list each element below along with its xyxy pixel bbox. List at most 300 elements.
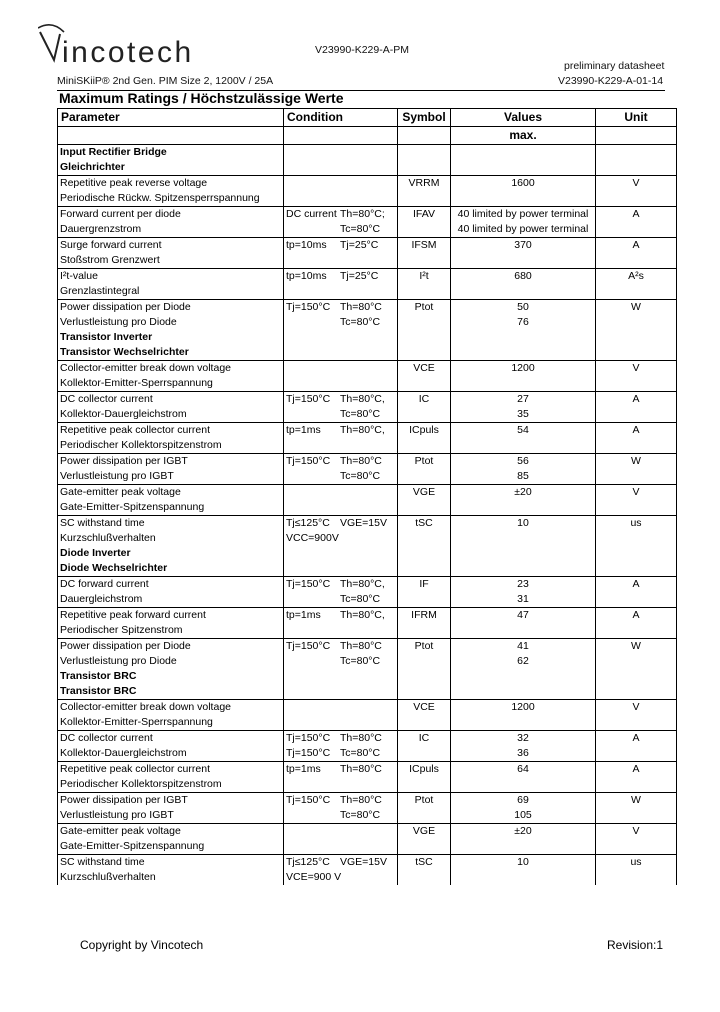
parameter-cell: Kurzschlußverhalten <box>58 870 284 885</box>
value-cell: 40 limited by power terminal <box>451 222 596 238</box>
unit-cell: A <box>596 391 677 407</box>
symbol-cell: VGE <box>398 484 451 500</box>
symbol-cell <box>398 777 451 793</box>
value-cell: 105 <box>451 808 596 824</box>
condition-cell <box>284 870 398 885</box>
unit-cell: V <box>596 823 677 839</box>
symbol-cell <box>398 870 451 885</box>
value-cell: ±20 <box>451 823 596 839</box>
value-cell: 10 <box>451 515 596 531</box>
parameter-cell: Repetitive peak forward current <box>58 607 284 623</box>
parameter-cell: Forward current per diode <box>58 206 284 222</box>
value-cell <box>451 191 596 207</box>
condition-cell <box>284 699 398 715</box>
value-cell: 40 limited by power terminal <box>451 206 596 222</box>
symbol-cell <box>398 376 451 392</box>
value-cell: 23 <box>451 576 596 592</box>
parameter-cell: Surge forward current <box>58 237 284 253</box>
unit-cell: W <box>596 453 677 469</box>
value-cell: 69 <box>451 792 596 808</box>
unit-cell <box>596 777 677 793</box>
condition-cell <box>284 237 398 253</box>
value-cell: 1600 <box>451 175 596 191</box>
condition-cell <box>284 422 398 438</box>
condition-b: Tc=80°C <box>340 469 381 482</box>
condition-cell <box>284 253 398 269</box>
unit-cell: us <box>596 515 677 531</box>
symbol-cell <box>398 469 451 485</box>
symbol-cell: IC <box>398 730 451 746</box>
section-subheading: Transistor BRC <box>58 684 284 700</box>
symbol-cell: VCE <box>398 360 451 376</box>
value-cell: 370 <box>451 237 596 253</box>
condition-cell <box>284 268 398 284</box>
table-row <box>58 422 677 438</box>
symbol-cell <box>398 654 451 669</box>
condition-cell <box>284 376 398 392</box>
condition-cell <box>284 808 398 824</box>
table-row <box>58 808 677 824</box>
unit-cell <box>596 531 677 546</box>
parameter-cell: Gate-emitter peak voltage <box>58 484 284 500</box>
section-subheading-row <box>58 160 677 176</box>
table-row <box>58 623 677 639</box>
unit-cell <box>596 222 677 238</box>
section-heading: Input Rectifier Bridge <box>58 145 284 160</box>
unit-cell <box>596 715 677 731</box>
unit-cell: A <box>596 422 677 438</box>
table-row <box>58 407 677 423</box>
condition-cell <box>284 854 398 870</box>
symbol-cell <box>398 808 451 824</box>
unit-cell: W <box>596 638 677 654</box>
table-row <box>58 191 677 207</box>
unit-cell <box>596 191 677 207</box>
value-cell: 41 <box>451 638 596 654</box>
condition-b: Tc=80°C <box>340 315 381 328</box>
doc-code: V23990-K229-A-PM <box>315 44 409 56</box>
condition-cell <box>284 469 398 485</box>
parameter-cell: Verlustleistung pro Diode <box>58 315 284 330</box>
section-subheading-row <box>58 684 677 700</box>
parameter-cell: Gate-Emitter-Spitzenspannung <box>58 839 284 855</box>
doc-status: preliminary datasheet <box>564 60 665 72</box>
value-cell: 54 <box>451 422 596 438</box>
symbol-cell: ICpuls <box>398 761 451 777</box>
symbol-cell <box>398 746 451 762</box>
value-cell: 50 <box>451 299 596 315</box>
condition-a: tp=1ms <box>286 608 321 621</box>
symbol-cell <box>398 839 451 855</box>
condition-cell <box>284 284 398 300</box>
symbol-cell <box>398 715 451 731</box>
parameter-cell: Kollektor-Emitter-Sperrspannung <box>58 376 284 392</box>
parameter-cell: SC withstand time <box>58 854 284 870</box>
value-cell <box>451 500 596 516</box>
condition-b: Th=80°C <box>340 454 382 467</box>
value-cell <box>451 870 596 885</box>
symbol-cell: VRRM <box>398 175 451 191</box>
section-subheading-row <box>58 345 677 361</box>
symbol-cell <box>398 315 451 330</box>
unit-cell: V <box>596 484 677 500</box>
symbol-cell <box>398 438 451 454</box>
symbol-cell: Ptot <box>398 453 451 469</box>
table-row <box>58 484 677 500</box>
symbol-cell: IC <box>398 391 451 407</box>
footer-revision: Revision:1 <box>607 938 664 952</box>
condition-cell <box>284 391 398 407</box>
table-row <box>58 823 677 839</box>
table-row <box>58 500 677 516</box>
condition-a: Tj≤125°C <box>286 516 330 529</box>
condition-b: Tc=80°C <box>340 222 381 235</box>
table-row <box>58 438 677 454</box>
symbol-cell <box>398 623 451 639</box>
condition-cell <box>284 453 398 469</box>
parameter-cell: Repetitive peak collector current <box>58 422 284 438</box>
value-cell <box>451 777 596 793</box>
value-cell: 35 <box>451 407 596 423</box>
condition-cell <box>284 715 398 731</box>
condition-cell <box>284 623 398 639</box>
section-heading-row <box>58 546 677 561</box>
symbol-cell: Ptot <box>398 792 451 808</box>
table-row <box>58 268 677 284</box>
parameter-cell: Verlustleistung pro Diode <box>58 654 284 669</box>
section-heading: Diode Inverter <box>58 546 284 561</box>
table-row <box>58 253 677 269</box>
table-row <box>58 531 677 546</box>
table-row <box>58 391 677 407</box>
section-heading: Transistor Inverter <box>58 330 284 345</box>
condition-b: Th=80°C <box>340 300 382 313</box>
condition-cell <box>284 407 398 423</box>
symbol-cell: tSC <box>398 515 451 531</box>
parameter-cell: Periodische Rückw. Spitzensperrspannung <box>58 191 284 207</box>
unit-cell: A <box>596 206 677 222</box>
parameter-cell: Kollektor-Dauergleichstrom <box>58 746 284 762</box>
value-cell: 62 <box>451 654 596 669</box>
parameter-cell: Power dissipation per IGBT <box>58 453 284 469</box>
section-heading-row <box>58 330 677 345</box>
condition-cell <box>284 654 398 669</box>
doc-rev-code: V23990-K229-A-01-14 <box>558 75 664 87</box>
unit-cell: W <box>596 299 677 315</box>
unit-cell <box>596 870 677 885</box>
table-row <box>58 515 677 531</box>
table-row <box>58 699 677 715</box>
symbol-cell: tSC <box>398 854 451 870</box>
section-subheading: Gleichrichter <box>58 160 284 176</box>
unit-cell: A <box>596 237 677 253</box>
unit-cell <box>596 808 677 824</box>
parameter-cell: Verlustleistung pro IGBT <box>58 808 284 824</box>
condition-a: VCC=900V <box>286 531 339 544</box>
parameter-cell: Dauergleichstrom <box>58 592 284 608</box>
condition-a: Tj=150°C <box>286 731 331 744</box>
table-row <box>58 206 677 222</box>
parameter-cell: Stoßstrom Grenzwert <box>58 253 284 269</box>
unit-cell: A <box>596 730 677 746</box>
table-row <box>58 870 677 885</box>
condition-b: Th=80°C, <box>340 608 385 621</box>
value-cell: 1200 <box>451 699 596 715</box>
section-heading-row <box>58 669 677 684</box>
table-row <box>58 237 677 253</box>
table-row <box>58 715 677 731</box>
unit-cell: V <box>596 699 677 715</box>
condition-a: Tj=150°C <box>286 300 331 313</box>
value-cell: 47 <box>451 607 596 623</box>
value-cell <box>451 531 596 546</box>
symbol-cell: ICpuls <box>398 422 451 438</box>
unit-cell <box>596 253 677 269</box>
condition-b: Th=80°C <box>340 731 382 744</box>
unit-cell <box>596 469 677 485</box>
table-row <box>58 469 677 485</box>
condition-a: tp=10ms <box>286 269 327 282</box>
condition-cell <box>284 761 398 777</box>
condition-b: Th=80°C, <box>340 392 385 405</box>
symbol-cell <box>398 592 451 608</box>
condition-cell <box>284 576 398 592</box>
value-cell <box>451 438 596 454</box>
unit-cell: us <box>596 854 677 870</box>
col-values: Values <box>451 109 596 127</box>
condition-b: Tc=80°C <box>340 654 381 667</box>
symbol-cell <box>398 407 451 423</box>
condition-cell <box>284 438 398 454</box>
value-cell: 31 <box>451 592 596 608</box>
value-cell <box>451 376 596 392</box>
table-row <box>58 638 677 654</box>
table-row <box>58 453 677 469</box>
table-row <box>58 746 677 762</box>
parameter-cell: Collector-emitter break down voltage <box>58 699 284 715</box>
unit-cell: W <box>596 792 677 808</box>
value-cell: 10 <box>451 854 596 870</box>
value-cell: 32 <box>451 730 596 746</box>
parameter-cell: Power dissipation per Diode <box>58 299 284 315</box>
table-row <box>58 315 677 330</box>
value-cell: 27 <box>451 391 596 407</box>
section-subheading: Transistor Wechselrichter <box>58 345 284 361</box>
condition-cell <box>284 315 398 330</box>
condition-cell <box>284 500 398 516</box>
parameter-cell: Repetitive peak reverse voltage <box>58 175 284 191</box>
condition-cell <box>284 299 398 315</box>
condition-cell <box>284 531 398 546</box>
condition-cell <box>284 607 398 623</box>
symbol-cell: I²t <box>398 268 451 284</box>
condition-cell <box>284 792 398 808</box>
unit-cell <box>596 592 677 608</box>
parameter-cell: Verlustleistung pro IGBT <box>58 469 284 485</box>
parameter-cell: Gate-Emitter-Spitzenspannung <box>58 500 284 516</box>
value-cell <box>451 623 596 639</box>
table-row <box>58 576 677 592</box>
symbol-cell: Ptot <box>398 299 451 315</box>
value-cell <box>451 253 596 269</box>
condition-b: Th=80°C, <box>340 577 385 590</box>
section-subheading-row <box>58 561 677 577</box>
parameter-cell: Gate-emitter peak voltage <box>58 823 284 839</box>
parameter-cell: DC collector current <box>58 730 284 746</box>
condition-b: Th=80°C <box>340 639 382 652</box>
table-row <box>58 730 677 746</box>
symbol-cell <box>398 253 451 269</box>
table-row <box>58 592 677 608</box>
unit-cell <box>596 315 677 330</box>
parameter-cell: I²t-value <box>58 268 284 284</box>
table-row <box>58 284 677 300</box>
parameter-cell: Repetitive peak collector current <box>58 761 284 777</box>
condition-b: Th=80°C, <box>340 423 385 436</box>
value-cell: 76 <box>451 315 596 330</box>
col-max: max. <box>451 127 596 145</box>
condition-cell <box>284 360 398 376</box>
condition-cell <box>284 823 398 839</box>
table-header-row <box>58 109 677 127</box>
parameter-cell: DC forward current <box>58 576 284 592</box>
condition-cell <box>284 839 398 855</box>
unit-cell <box>596 623 677 639</box>
parameter-cell: Power dissipation per Diode <box>58 638 284 654</box>
value-cell: 85 <box>451 469 596 485</box>
col-parameter: Parameter <box>58 109 284 127</box>
value-cell <box>451 284 596 300</box>
vincotech-logo <box>38 22 208 68</box>
parameter-cell: Periodischer Spitzenstrom <box>58 623 284 639</box>
parameter-cell: Periodischer Kollektorspitzenstrom <box>58 777 284 793</box>
unit-cell <box>596 284 677 300</box>
unit-cell: V <box>596 360 677 376</box>
parameter-cell: Power dissipation per IGBT <box>58 792 284 808</box>
table-subheader-row <box>58 127 677 145</box>
condition-a: DC current <box>286 207 337 220</box>
condition-a: tp=1ms <box>286 762 321 775</box>
unit-cell: A <box>596 607 677 623</box>
section-subheading: Diode Wechselrichter <box>58 561 284 577</box>
condition-cell <box>284 175 398 191</box>
symbol-cell <box>398 531 451 546</box>
unit-cell: V <box>596 175 677 191</box>
table-row <box>58 175 677 191</box>
table-row <box>58 839 677 855</box>
parameter-cell: Kollektor-Dauergleichstrom <box>58 407 284 423</box>
value-cell: 1200 <box>451 360 596 376</box>
parameter-cell: Grenzlastintegral <box>58 284 284 300</box>
condition-b: Tj=25°C <box>340 238 379 251</box>
unit-cell: A <box>596 761 677 777</box>
symbol-cell: IFRM <box>398 607 451 623</box>
condition-cell <box>284 777 398 793</box>
condition-cell <box>284 222 398 238</box>
parameter-cell: Dauergrenzstrom <box>58 222 284 238</box>
condition-b: Tc=80°C <box>340 407 381 420</box>
condition-b: Tc=80°C <box>340 592 381 605</box>
condition-b: Th=80°C <box>340 793 382 806</box>
condition-b: Tj=25°C <box>340 269 379 282</box>
condition-a: Tj=150°C <box>286 454 331 467</box>
parameter-cell: Collector-emitter break down voltage <box>58 360 284 376</box>
condition-cell <box>284 746 398 762</box>
condition-a: Tj=150°C <box>286 577 331 590</box>
value-cell <box>451 715 596 731</box>
value-cell: ±20 <box>451 484 596 500</box>
condition-a: Tj=150°C <box>286 639 331 652</box>
table-row <box>58 654 677 669</box>
condition-a: Tj≤125°C <box>286 855 330 868</box>
logo-text: incotech <box>62 36 194 69</box>
table-row <box>58 607 677 623</box>
condition-b: VGE=15V <box>340 516 387 529</box>
symbol-cell: IFSM <box>398 237 451 253</box>
condition-a: tp=1ms <box>286 423 321 436</box>
unit-cell <box>596 839 677 855</box>
condition-cell <box>284 730 398 746</box>
condition-b: Th=80°C <box>340 762 382 775</box>
table-row <box>58 222 677 238</box>
condition-cell <box>284 484 398 500</box>
symbol-cell <box>398 500 451 516</box>
symbol-cell: VCE <box>398 699 451 715</box>
unit-cell <box>596 407 677 423</box>
table-row <box>58 761 677 777</box>
unit-cell <box>596 500 677 516</box>
symbol-cell <box>398 191 451 207</box>
condition-b: Tc=80°C <box>340 808 381 821</box>
value-cell: 680 <box>451 268 596 284</box>
section-heading: Transistor BRC <box>58 669 284 684</box>
table-row <box>58 376 677 392</box>
ratings-table <box>57 108 677 885</box>
product-name: MiniSKiiP® 2nd Gen. PIM Size 2, 1200V / 25A <box>57 75 274 87</box>
table-row <box>58 792 677 808</box>
condition-b: Tc=80°C <box>340 746 381 759</box>
unit-cell <box>596 746 677 762</box>
condition-b: VGE=15V <box>340 855 387 868</box>
symbol-cell: IF <box>398 576 451 592</box>
table-row <box>58 299 677 315</box>
condition-cell <box>284 638 398 654</box>
condition-a: tp=10ms <box>286 238 327 251</box>
col-condition: Condition <box>284 109 398 127</box>
parameter-cell: DC collector current <box>58 391 284 407</box>
symbol-cell <box>398 284 451 300</box>
unit-cell <box>596 376 677 392</box>
section-heading-row <box>58 145 677 160</box>
symbol-cell: Ptot <box>398 638 451 654</box>
table-row <box>58 854 677 870</box>
condition-b: Th=80°C; <box>340 207 385 220</box>
table-row <box>58 360 677 376</box>
footer-copyright: Copyright by Vincotech <box>80 938 204 952</box>
condition-cell <box>284 191 398 207</box>
condition-a: VCE=900 V <box>286 870 342 883</box>
symbol-cell: VGE <box>398 823 451 839</box>
condition-a: Tj=150°C <box>286 793 331 806</box>
parameter-cell: SC withstand time <box>58 515 284 531</box>
condition-cell <box>284 515 398 531</box>
value-cell: 56 <box>451 453 596 469</box>
symbol-cell: IFAV <box>398 206 451 222</box>
condition-cell <box>284 592 398 608</box>
parameter-cell: Kollektor-Emitter-Sperrspannung <box>58 715 284 731</box>
col-symbol: Symbol <box>398 109 451 127</box>
condition-a: Tj=150°C <box>286 392 331 405</box>
